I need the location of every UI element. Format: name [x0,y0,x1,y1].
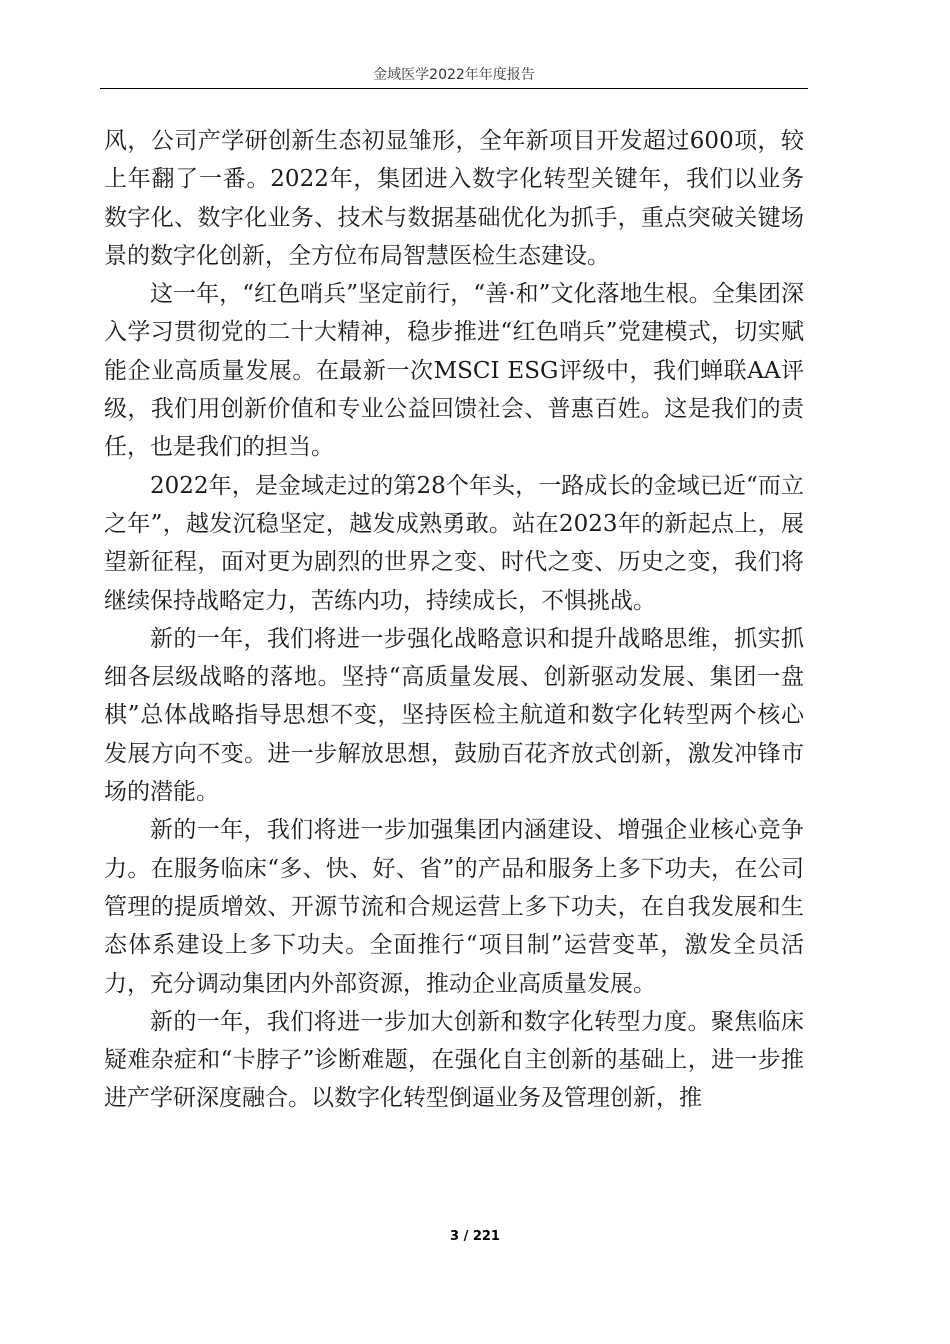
paragraph-red-sentinel: 这一年，“红色哨兵”坚定前行，“善·和”文化落地生根。全集团深入学习贯彻党的二十大精神，稳步推进“红色哨兵”党建模式，切实赋能企业高质量发展。在最新一次MSCI ESG评级中，我们蝉联AA评级，我们用创新价值和专业公益回馈社会、普惠百姓。这是我们的责任，也是我们的担当。 [104,281,804,461]
paragraph-strategy: 新的一年，我们将进一步强化战略意识和提升战略思维，抓实抓细各层级战略的落地。坚持“高质量发展、创新驱动发展、集团一盘棋”总体战略指导思想不变，坚持医检主航道和数字化转型两个核心发展方向不变。进一步解放思想，鼓励百花齐放式创新，激发冲锋市场的潜能。 [104,625,804,806]
page-number: 3 / 221 [450,1229,500,1244]
body-text [104,122,804,1118]
header-divider [100,88,808,89]
paragraph-innovation: 新的一年，我们将进一步加大创新和数字化转型力度。聚焦临床疑难杂症和“卡脖子”诊断难题，在强化自主创新的基础上，进一步推进产学研深度融合。以数字化转型倒逼业务及管理创新，推 [104,1008,804,1112]
paragraph-anniversary: 2022年，是金域走过的第28个年头，一路成长的金域已近“而立之年”，越发沉稳坚定，越发成熟勇敢。站在2023年的新起点上，展望新征程，面对更为剧烈的世界之变、时代之变、历史之变，我们将继续保持战略定力，苦练内功，持续成长，不惧挑战。 [104,472,804,614]
paragraph-continuation: 风，公司产学研创新生态初显雏形，全年新项目开发超过600项，较上年翻了一番。2022年，集团进入数字化转型关键年，我们以业务数字化、数字化业务、技术与数据基础优化为抓手，重点突破关键场景的数字化创新，全方位布局智慧医检生态建设。 [104,128,804,269]
running-header: 金域医学2022年年度报告 [373,67,535,83]
paragraph-core-competitiveness: 新的一年，我们将进一步加强集团内涵建设、增强企业核心竞争力。在服务临床“多、快、好、省”的产品和服务上多下功夫，在公司管理的提质增效、开源节流和合规运营上多下功夫，在自我发展和生态体系建设上多下功夫。全面推行“项目制”运营变革，激发全员活力，充分调动集团内外部资源，推动企业高质量发展。 [104,817,804,997]
